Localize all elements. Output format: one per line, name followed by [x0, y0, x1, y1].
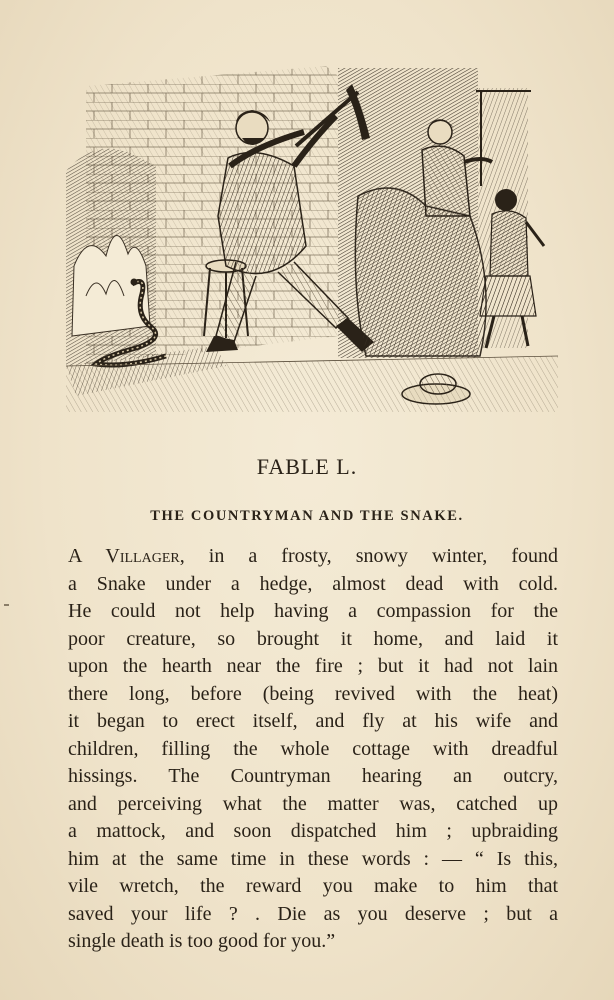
text-line — [68, 736, 558, 764]
text-segment: upon the hearth near the fire ; but it had not lain — [68, 655, 558, 677]
text-line — [68, 543, 558, 571]
text-line — [68, 846, 558, 874]
text-line — [68, 901, 558, 929]
text-line — [68, 626, 558, 654]
text-segment: poor creature, so brought it home, and laid it — [68, 627, 558, 650]
opening-word: Villager — [105, 545, 180, 567]
text-line — [68, 791, 558, 819]
fable-number-heading: FABLE L. — [256, 454, 358, 479]
floor — [66, 356, 558, 412]
text-segment: saved your life ? . Die as you deserve ; but a — [68, 902, 558, 925]
text-line — [68, 818, 558, 846]
text-line — [68, 928, 558, 956]
text-segment: single death is too good for you.” — [68, 930, 336, 952]
text-line — [68, 681, 558, 709]
text-segment: it began to erect itself, and fly at his wife and — [68, 710, 558, 732]
fable-title: THE COUNTRYMAN AND THE SNAKE. — [150, 508, 464, 524]
text-segment: a Snake under a hedge, almost dead with cold. — [68, 572, 558, 595]
text-line — [68, 598, 558, 626]
text-segment: He could not help having a compassion for the — [68, 600, 558, 622]
text-line — [68, 653, 558, 681]
text-segment: a mattock, and soon dispatched him ; upbraiding — [68, 820, 558, 842]
fable-text — [68, 543, 558, 956]
text-segment: and perceiving what the matter was, catched up — [68, 792, 558, 815]
text-line — [68, 873, 558, 901]
text-line — [68, 571, 558, 599]
text-line — [68, 708, 558, 736]
text-line — [68, 763, 558, 791]
text-segment: children, filling the whole cottage with dreadful — [68, 737, 558, 760]
woodcut-illustration — [66, 66, 558, 412]
text-segment: , in a frosty, snowy winter, found — [179, 545, 558, 567]
text-segment: him at the same time in these words : — “ Is this, — [68, 847, 558, 870]
text-segment: hissings. The Countryman hearing an outcry, — [68, 765, 558, 787]
text-segment: there long, before (being revived with the heat) — [68, 682, 558, 705]
text-segment: A — [68, 545, 106, 567]
text-segment: vile wretch, the reward you make to him that — [68, 875, 558, 897]
margin-mark — [4, 604, 9, 606]
